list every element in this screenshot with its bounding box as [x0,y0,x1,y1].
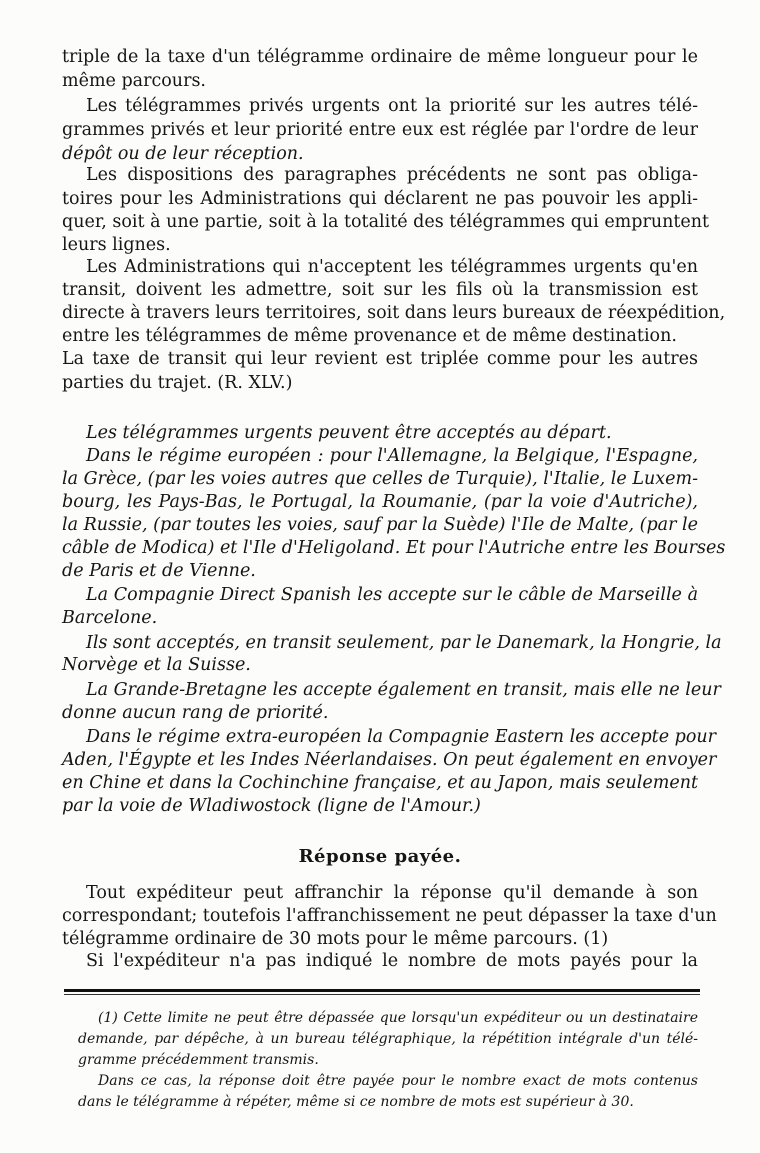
footnote-line: gramme précédemment transmis. [78,1052,319,1068]
text-line: par la voie de Wladiwostock (ligne de l'Amour.) [62,796,481,816]
footnote-line: demande, par dépêche, à un bureau télégraphique, la répétition intégrale d'un télé- [78,1031,698,1047]
text-line: La Compagnie Direct Spanish les accepte sur le câble de Marseille à [86,585,698,605]
text-line: la Russie, (par toutes les voies, sauf par la Suède) l'Ile de Malte, (par le [62,515,698,535]
text-line: dépôt ou de leur réception. [62,144,304,164]
text-line: Les Administrations qui n'acceptent les télégrammes urgents qu'en [86,257,698,277]
footnote-line: (1) Cette limite ne peut être dépassée que lorsqu'un expéditeur ou un destinataire [98,1010,698,1026]
text-line: Tout expéditeur peut affranchir la réponse qu'il demande à son [86,883,698,903]
text-line: même parcours. [62,71,206,91]
text-line: transit, doivent les admettre, soit sur les fils où la transmission est [62,280,698,300]
text-line: Ils sont acceptés, en transit seulement, par le Danemark, la Hongrie, la [86,633,722,653]
text-line: correspondant; toutefois l'affranchissement ne peut dépasser la taxe d'un [62,906,717,926]
text-line: directe à travers leurs territoires, soit dans leurs bureaux de réexpédition, [62,303,726,323]
text-line: La Grande-Bretagne les accepte également en transit, mais elle ne leur [86,680,721,700]
text-line: en Chine et dans la Cochinchine française, et au Japon, mais seulement [62,773,698,793]
text-line: entre les télégrammes de même provenance et de même destination. [62,326,677,346]
text-line: leurs lignes. [62,235,171,255]
text-line: Les télégrammes privés urgents ont la priorité sur les autres télé- [86,96,698,116]
section-heading: Réponse payée. [298,846,462,867]
footnote-line: Dans ce cas, la réponse doit être payée pour le nombre exact de mots contenus [98,1073,698,1089]
text-line: parties du trajet. (R. XLV.) [62,373,293,393]
footnote-line: dans le télégramme à répéter, même si ce nombre de mots est supérieur à 30. [78,1094,634,1110]
text-line: Norvège et la Suisse. [62,655,251,675]
text-line: la Grèce, (par les voies autres que celles de Turquie), l'Italie, le Luxem- [62,469,698,489]
text-line: donne aucun rang de priorité. [62,703,329,723]
text-line: Si l'expéditeur n'a pas indiqué le nombre de mots payés pour la [86,951,698,971]
text-line: Barcelone. [62,608,158,628]
text-line: La taxe de transit qui leur revient est triplée comme pour les autres [62,349,698,369]
text-line: triple de la taxe d'un télégramme ordinaire de même longueur pour le [62,47,698,67]
footnote-divider-thin [64,994,700,995]
text-line: quer, soit à une partie, soit à la totalité des télégrammes qui empruntent [62,212,710,232]
text-line: de Paris et de Vienne. [62,561,256,581]
text-line: Dans le régime européen : pour l'Allemagne, la Belgique, l'Espagne, [86,446,698,466]
text-line: Dans le régime extra-européen la Compagnie Eastern les accepte pour [86,727,717,747]
text-line: grammes privés et leur priorité entre eux est réglée par l'ordre de leur [62,120,698,140]
text-line: Les dispositions des paragraphes précédents ne sont pas obliga- [86,165,698,185]
text-line: Les télégrammes urgents peuvent être acceptés au départ. [86,423,612,443]
text-line: câble de Modica) et l'Ile d'Heligoland. Et pour l'Autriche entre les Bourses [62,538,726,558]
text-line: Aden, l'Égypte et les Indes Néerlandaises. On peut également en envoyer [62,750,717,770]
text-line: télégramme ordinaire de 30 mots pour le même parcours. (1) [62,929,609,949]
footnote-divider [64,989,700,992]
text-line: toires pour les Administrations qui déclarent ne pas pouvoir les appli- [62,189,698,209]
text-line: bourg, les Pays-Bas, le Portugal, la Roumanie, (par la voie d'Autriche), [62,492,698,512]
